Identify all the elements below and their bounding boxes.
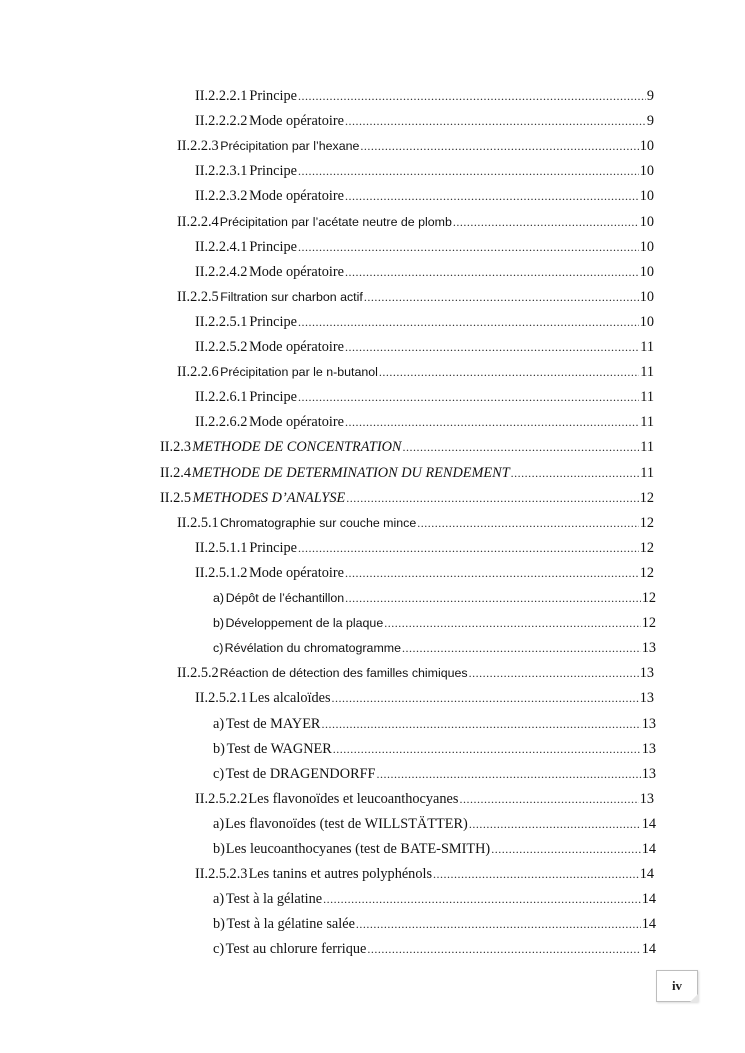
toc-entry-dot-leader [321,714,640,734]
toc-entry-page: 11 [640,339,654,355]
toc-entry-page: 11 [640,439,654,456]
toc-entry-number: II.2.2.6.2 [195,414,248,431]
toc-entry[interactable] [160,437,654,457]
toc-entry[interactable] [160,463,654,483]
toc-entry-dot-leader [345,337,639,357]
toc-entry-number: II.2.2.5 [177,288,219,305]
toc-entry-number: II.2.2.2.2 [195,113,248,130]
toc-entry-page: 10 [639,163,654,180]
toc-entry[interactable] [213,814,656,834]
toc-entry-number: b) [213,616,225,631]
toc-entry[interactable] [195,412,654,432]
toc-entry-number: II.2.2.4.1 [195,238,248,255]
toc-entry[interactable] [195,563,654,583]
toc-entry-page: 13 [641,715,656,732]
toc-entry-title: Principe [249,88,298,104]
toc-entry-dot-leader [298,312,639,332]
toc-entry-page: 10 [639,213,654,230]
toc-entry[interactable] [213,588,656,608]
toc-entry-title: Réaction de détection des familles chimiques [219,666,468,681]
toc-entry-page: 11 [640,464,654,481]
toc-entry-dot-leader [345,186,639,206]
toc-entry-number: II.2.2.4.2 [195,263,248,280]
toc-entry-title: Principe [249,313,297,330]
toc-entry[interactable] [195,312,654,332]
toc-entry-title: Les tanins et autres polyphénols [248,866,433,883]
toc-entry-number: II.2.2.2.1 [195,88,248,104]
toc-entry-page: 14 [641,941,656,958]
toc-entry[interactable] [195,161,654,181]
toc-entry-title: Mode opératoire [249,564,344,581]
toc-entry-page: 14 [641,916,656,933]
toc-entry-number: b) [213,841,225,857]
toc-entry-number: a) [213,891,225,908]
toc-entry-dot-leader [377,764,641,784]
toc-entry-number: II.2.2.3.2 [195,188,248,205]
toc-entry[interactable] [160,488,654,508]
toc-entry-title: Test au chlorure ferrique [225,941,367,958]
toc-entry-dot-leader [298,387,639,407]
toc-entry[interactable] [195,111,654,131]
toc-entry-dot-leader [417,513,638,533]
toc-entry[interactable] [177,212,654,232]
toc-entry-title: Test de DRAGENDORFF [225,765,376,782]
toc-entry-dot-leader [453,212,639,232]
toc-entry-page: 9 [646,88,654,104]
toc-entry-title: Filtration sur charbon actif [220,289,363,304]
toc-entry-number: II.2.2.5.2 [195,339,248,355]
toc-entry-dot-leader [356,914,641,934]
toc-entry-number: II.2.4 [160,464,191,481]
toc-entry-page: 13 [639,665,654,682]
toc-entry-dot-leader [511,463,640,483]
toc-entry[interactable] [213,889,656,909]
toc-entry-number: II.2.5.2.1 [195,690,248,707]
toc-entry[interactable] [195,86,654,106]
toc-entry-number: II.2.5.1.2 [195,564,248,581]
toc-entry-dot-leader [298,86,646,106]
toc-entry-dot-leader [402,437,639,457]
toc-entry-page: 12 [641,590,656,606]
toc-entry-number: II.2.2.3 [177,138,219,155]
toc-entry-page: 14 [639,866,654,883]
toc-entry-title: Test à la gélatine [225,891,323,908]
toc-entry-dot-leader [469,814,641,834]
toc-entry-number: II.2.5.1 [177,514,219,531]
toc-entry-number: b) [213,740,225,757]
toc-entry-number: II.2.5.2.2 [195,790,248,807]
page-number: iv [671,978,683,993]
toc-entry-title: Développement de la plaque [225,616,384,631]
toc-entry[interactable] [177,513,654,533]
toc-entry-page: 11 [640,364,654,381]
toc-entry[interactable] [213,739,656,759]
toc-entry[interactable] [195,789,654,809]
toc-entry-dot-leader [345,111,646,131]
toc-entry-title: Test à la gélatine salée [226,916,355,933]
toc-entry-page: 9 [646,113,654,130]
toc-entry-page: 10 [639,188,654,205]
toc-entry-title: Principe [249,389,297,406]
toc-entry-page: 10 [639,138,654,155]
toc-entry-title: Les alcaloïdes [249,690,331,707]
toc-entry-number: II.2.5 [160,489,191,506]
toc-entry-page: 14 [641,815,656,832]
toc-entry-title: Mode opératoire [249,414,344,431]
toc-entry-page: 10 [639,288,654,305]
toc-entry-number: a) [213,591,225,605]
toc-entry[interactable] [195,688,654,708]
toc-entry-number: II.2.3 [160,439,191,456]
toc-entry-title: Principe [249,539,297,556]
toc-entry-number: II.2.5.2.3 [195,866,248,883]
toc-entry[interactable] [177,362,654,382]
toc-entry-page: 14 [641,841,656,857]
toc-entry[interactable] [213,914,656,934]
toc-entry-title: Test de WAGNER [226,740,332,757]
toc-entry-title: Chromatographie sur couche mince [219,515,417,530]
toc-entry-dot-leader [346,488,638,508]
toc-entry-number: a) [213,815,225,832]
toc-entry[interactable] [195,337,654,357]
toc-entry-dot-leader [345,563,639,583]
toc-entry-title: Révélation du chromatogramme [224,641,401,656]
toc-entry-number: a) [213,715,225,732]
toc-entry-number: II.2.2.3.1 [195,163,248,180]
toc-entry-dot-leader [332,688,639,708]
toc-entry-dot-leader [345,588,641,608]
toc-entry[interactable] [213,839,656,859]
toc-entry-dot-leader [298,237,639,257]
toc-entry-page: 10 [639,238,654,255]
toc-entry-page: 13 [641,765,656,782]
toc-entry-dot-leader [333,739,641,759]
toc-entry-title: Dépôt de l’échantillon [225,591,345,605]
toc-entry-dot-leader [491,839,641,859]
toc-entry-dot-leader [298,161,639,181]
toc-entry-number: II.2.5.1.1 [195,539,248,556]
toc-entry-number: II.2.5.2 [177,665,219,682]
toc-entry-page: 14 [641,891,656,908]
toc-entry-page: 11 [640,389,654,406]
toc-entry-title: Précipitation par le n-butanol [220,365,378,380]
toc-entry[interactable] [195,538,654,558]
toc-entry-title: Principe [249,238,297,255]
toc-entry-title: Précipitation par l’hexane [220,139,360,154]
page-number-badge [656,970,698,1002]
toc-entry-dot-leader [402,638,641,658]
toc-entry[interactable] [195,387,654,407]
toc-entry-page: 12 [639,489,654,506]
toc-entry[interactable] [213,638,656,658]
toc-entry-number: c) [213,941,225,958]
toc-entry-title: Mode opératoire [249,339,344,355]
toc-entry-number: II.2.2.6 [177,364,219,381]
toc-entry-dot-leader [323,889,641,909]
toc-entry-dot-leader [379,362,639,382]
toc-entry-title: METHODE DE CONCENTRATION [192,439,402,456]
toc-entry-dot-leader [469,663,639,683]
toc-entry-page: 13 [639,690,654,707]
toc-entry-number: c) [213,765,225,782]
toc-entry-title: Les leucoanthocyanes (test de BATE-SMITH) [225,841,491,857]
toc-entry[interactable] [213,714,656,734]
toc-entry[interactable] [177,663,654,683]
toc-entry-page: 12 [639,514,654,531]
toc-entry-number: b) [213,916,225,933]
toc-entry-title: Test de MAYER [225,715,321,732]
toc-entry[interactable] [195,186,654,206]
toc-entry[interactable] [177,136,654,156]
toc-entry[interactable] [213,939,656,959]
toc-entry-page: 13 [641,740,656,757]
toc-entry-dot-leader [384,613,640,633]
toc-entry[interactable] [177,287,654,307]
toc-entry-page: 12 [639,564,654,581]
toc-entry-title: Mode opératoire [249,188,344,205]
toc-entry-number: II.2.2.5.1 [195,313,248,330]
toc-entry-title: METHODES D’ANALYSE [192,489,346,506]
toc-entry-dot-leader [345,412,639,432]
toc-entry-dot-leader [364,287,639,307]
toc-entry-title: Principe [249,163,297,180]
toc-entry[interactable] [195,237,654,257]
toc-entry-page: 12 [639,539,654,556]
toc-entry-title: Mode opératoire [249,113,344,130]
toc-entry-title: Mode opératoire [249,263,344,280]
toc-entry-page: 13 [639,790,654,807]
toc-entry[interactable] [213,764,656,784]
toc-entry-dot-leader [433,864,639,884]
toc-entry[interactable] [195,262,654,282]
toc-entry-page: 10 [639,313,654,330]
toc-entry-title: Précipitation par l’acétate neutre de plomb [219,214,452,229]
toc-entry-dot-leader [345,262,639,282]
toc-entry-title: METHODE DE DETERMINATION DU RENDEMENT [191,464,510,481]
toc-entry-dot-leader [298,538,639,558]
toc-entry-page: 10 [639,263,654,280]
toc-entry-dot-leader [367,939,640,959]
toc-entry-number: c) [213,641,224,656]
toc-entry-number: II.2.2.4 [177,213,219,230]
toc-entry-dot-leader [360,136,638,156]
toc-entry[interactable] [213,613,656,633]
toc-entry-page: 12 [641,615,656,632]
toc-entry-page: 13 [641,640,656,657]
toc-entry-number: II.2.2.6.1 [195,389,248,406]
toc-entry[interactable] [195,864,654,884]
toc-entry-title: Les flavonoïdes et leucoanthocyanes [248,790,459,807]
toc-entry-page: 11 [640,414,654,431]
toc-entry-dot-leader [459,789,638,809]
toc-entry-title: Les flavonoïdes (test de WILLSTÄTTER) [225,815,468,832]
